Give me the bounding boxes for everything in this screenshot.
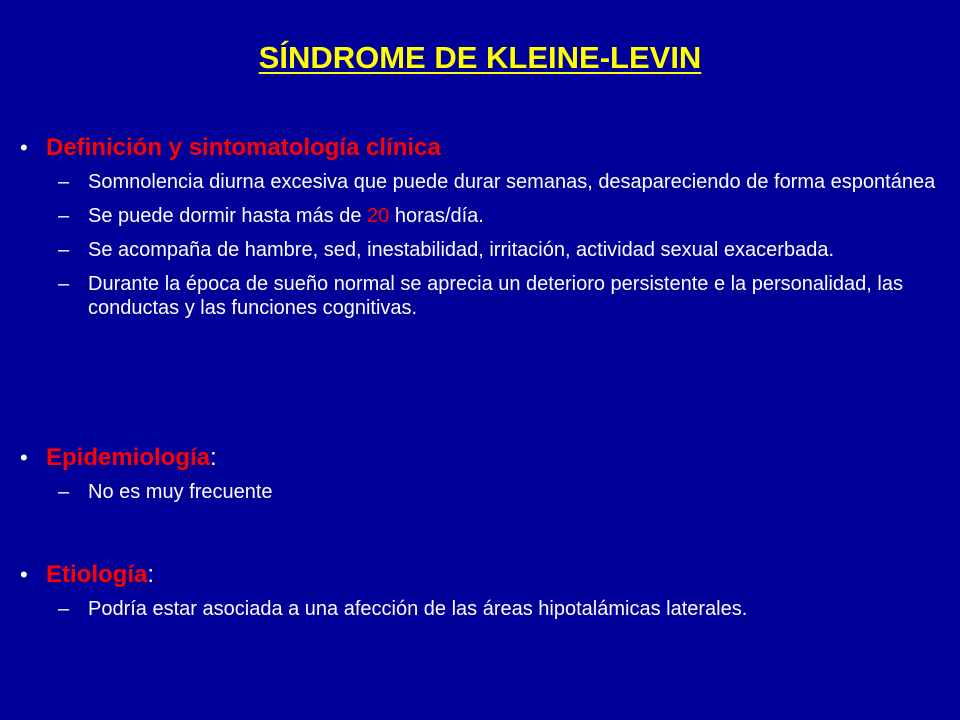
dash-icon: –: [58, 239, 70, 261]
section-definicion: [20, 134, 940, 320]
section-epidemiologia: [20, 444, 940, 504]
bullet-icon: •: [20, 445, 28, 470]
section-etiologia: [20, 561, 940, 621]
section-heading-row: [20, 561, 940, 589]
dash-icon: –: [58, 598, 70, 620]
dash-icon: –: [58, 481, 70, 503]
section-heading: Etiología:: [46, 561, 155, 588]
highlight-number: 20: [367, 205, 390, 227]
list-item-text: Somnolencia diurna excesiva que puede durar semanas, desapareciendo de forma espontánea: [88, 171, 936, 193]
list-item: [58, 204, 940, 228]
list-item: [58, 238, 940, 262]
sub-list: [20, 170, 940, 320]
list-item: [58, 170, 940, 194]
section-heading-row: [20, 134, 940, 162]
list-item: [58, 597, 940, 621]
section-heading-row: [20, 444, 940, 472]
list-item: [58, 272, 940, 320]
bullet-icon: •: [20, 135, 28, 160]
list-item-text: Podría estar asociada a una afección de las áreas hipotalámicas laterales.: [88, 598, 748, 620]
list-item-text: No es muy frecuente: [88, 481, 273, 503]
dash-icon: –: [58, 273, 70, 295]
slide-title: SÍNDROME DE KLEINE-LEVIN: [258, 40, 702, 75]
sub-list: [20, 597, 940, 621]
list-item-text: Se acompaña de hambre, sed, inestabilidad, irritación, actividad sexual exacerbada.: [88, 239, 834, 261]
list-item-text: Durante la época de sueño normal se aprecia un deterioro persistente e la personalidad, las conductas y las funciones cognitivas.: [88, 273, 903, 319]
dash-icon: –: [58, 205, 70, 227]
section-heading: Definición y sintomatología clínica: [46, 134, 441, 161]
list-item: [58, 480, 940, 504]
dash-icon: –: [58, 171, 70, 193]
sub-list: [20, 480, 940, 504]
list-item-text: Se puede dormir hasta más de 20 horas/día.: [88, 205, 484, 227]
bullet-icon: •: [20, 562, 28, 587]
section-heading: Epidemiología:: [46, 444, 217, 471]
